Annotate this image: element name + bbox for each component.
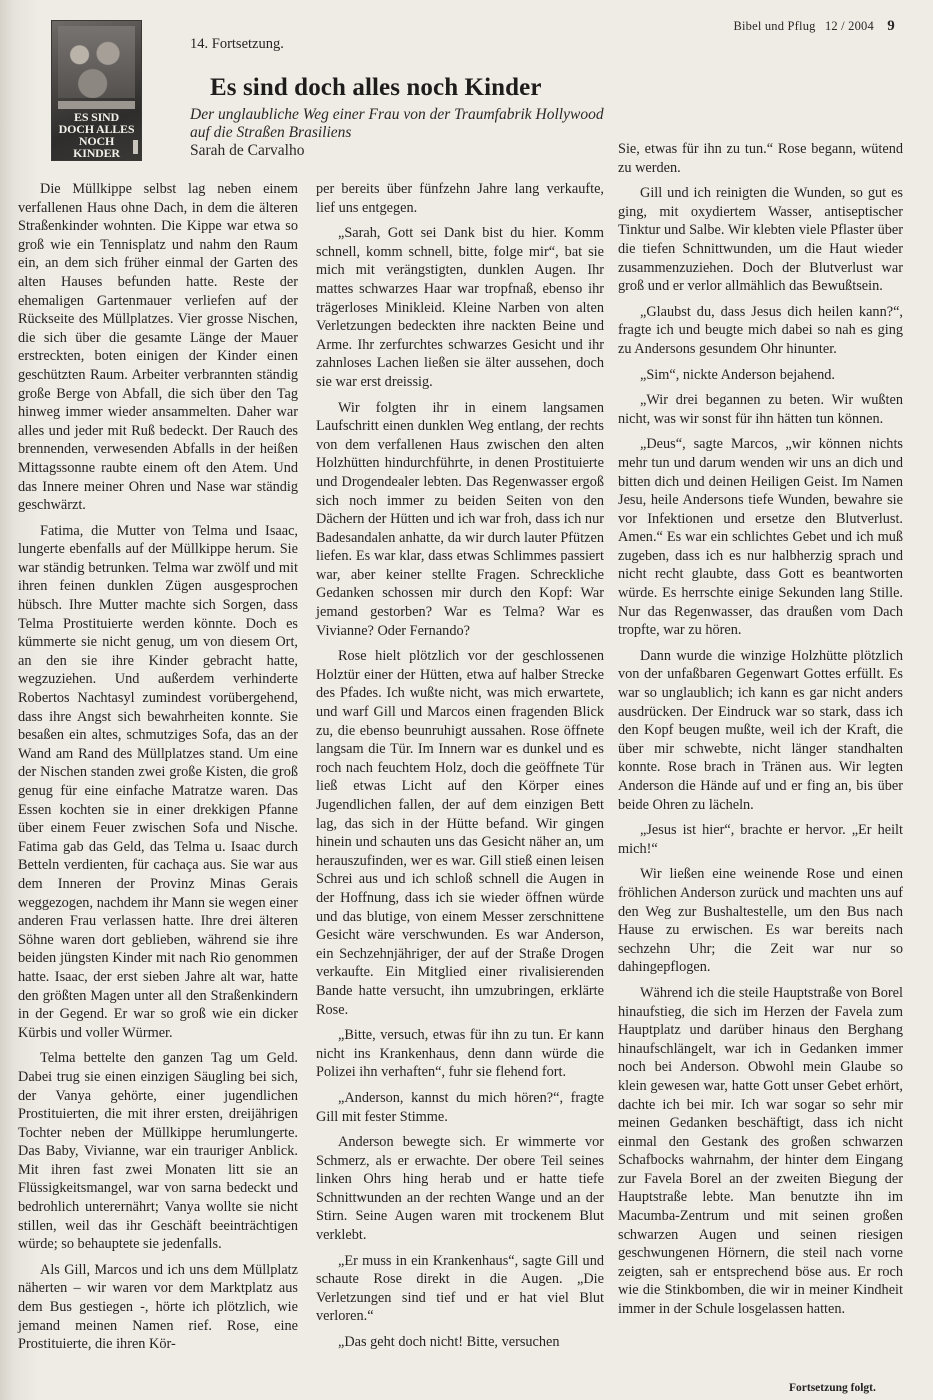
paragraph: „Bitte, versuch, etwas für ihn zu tun. Er kann nicht ins Krankenhaus, denn dann würde die Polizei ihn verhaften“, fuhr sie flehend fort.	[316, 1027, 604, 1081]
text-column-1	[18, 180, 298, 1361]
paragraph: Anderson bewegte sich. Er wimmerte vor Schmerz, als er erwachte. Der obere Teil seines linken Ohrs hing herab und er hatte tiefe Schnittwunden an der rechten Wange und an der Stirn. Seine Augen waren mit trockenem Blut verklebt.	[316, 1134, 604, 1244]
paragraph: per bereits über fünfzehn Jahre lang verkaufte, lief uns entgegen.	[316, 181, 604, 216]
paragraph: „Sarah, Gott sei Dank bist du hier. Komm schnell, komm schnell, bitte, folge mir“, bat sie mich mit verängstigten, dunklen Augen. Ihr mattes schwarzes Haar war tropfnaß, ebenso ihr trägerloses Minikleid. Kleine Narben von alten Verletzungen bedeckten ihre nackten Beine und Arme. Ihr zerfurchtes schwarzes Gesicht und ihr zahnloses Lachen ließen sie älter aussehen, doch sie war erst dreissig.	[316, 225, 604, 390]
paragraph: „Anderson, kannst du mich hören?“, fragte Gill mit fester Stimme.	[316, 1089, 604, 1125]
article-title: Es sind doch alles noch Kinder	[210, 74, 542, 101]
paragraph: „Wir drei begannen zu beten. Wir wußten nicht, was wir sonst für ihn hätten tun können.	[618, 392, 903, 427]
cover-photo	[58, 26, 135, 98]
cover-author-strip	[58, 101, 135, 109]
paragraph: Fatima, die Mutter von Telma und Isaac, lungerte ebenfalls auf der Müllkippe herum. Sie war ständig betrunken. Telma war zwölf und mit ihren feinen dunklen Zügen ausgesprochen hübsch. Ihre Mutter machte sich Sorgen, dass Telma Prostituierte werden könnte. Doch es kümmerte sie nicht genug, um von diesem Ort, an den sie ihre Kinder gebracht hatte, wegzuziehen. Und außerdem verhinderte Robertos Nachtasyl zumindest vorübergehend, dass ihre Angst sich bewahrheiten konnte. Sie besaßen ein altes, schmutziges Sofa, das an der Wand am Rand des Müllplatzes stand. Um eine der Nischen standen zwei große Kisten, die groß genug für eine einfache Matratze waren. Das Essen kochten sie in einer drekkigen Pfanne über einem Feuer zwischen Sofa und Nische. Fatima gab das Geld, das Telma u. Isaac durch Betteln verdienten, für cachaça aus. Sie war aus dem Inneren der Provinz Minas Gerais weggezogen, nachdem ihr Mann sie wegen einer anderen Frau verlassen hatte. Ihre drei älteren Söhne waren dort geblieben, während sie ihre beiden jüngsten Kinder mit nach Rio genommen hatte. Isaac, der erst sieben Jahre alt war, hatte den größten Magen unter all den Straßenkindern in der Gegend. Er war so groß wie ein dicker Kürbis und voller Würmer.	[18, 522, 298, 1041]
paragraph: Telma bettelte den ganzen Tag um Geld. Dabei trug sie einen einzigen Säugling bei sich, der Vanya gehörte, einer jugendlichen Prostituierten, die mit ihrer ersten, dreijährigen Tochter neben der Müllkippe herumlungerte. Das Baby, Vivianne, war ein trauriger Anblick. Mit ihren fast zwei Monaten litt sie an Flüssigkeitsmangel, war von sarna bedeckt und bedrohlich unterernährt; Vanya wollte sie nicht stillen, weil das ihr Geschäft beeinträchtigen würde; so behauptete sie jedenfalls.	[18, 1050, 298, 1253]
paragraph: Wir folgten ihr in einem langsamen Laufschritt einen dunklen Weg entlang, der rechts von dem verfallenen Haus zwischen den alten Holzhütten hindurchführte, in denen Prostituierte und Drogendealer lebten. Das Regenwasser ergoß sich noch immer zu beiden Seiten von den Dächern der Hütten und ich war froh, dass ich nur Badesandalen anhatte, da wir durch lauter Pfützen liefen. Es war klar, dass etwas Schlimmes passiert war, aber keiner stellte Fragen. Schreckliche Gedanken schossen mir durch den Kopf: War jemand gestorben? War es Telma? War es Vivianne? Oder Fernando?	[316, 399, 604, 639]
paragraph: Die Müllkippe selbst lag neben einem verfallenen Haus ohne Dach, in dem die älteren Straßenkinder wohnten. Die Kippe war etwa so groß wie ein Tennisplatz und nahm den Raum ein, an dem sich früher einmal der Garten des alten Hauses befunden hatte. Reste der ehemaligen Gartenmauer verliefen auf der Rückseite des Müllplatzes. Vier grosse Nischen, die sich über die gesamte Länge der Mauer erstreckten, boten einigen der Kinder einen geschützten Raum. Arbeiter verbrannten ständig große Berge von Abfall, die sich über den Tag hinweg immer wieder ansammelten. Daher war alles und jeder mit Ruß bedeckt. Der Rauch des brennenden, verwesenden Abfalls in der heißen Mittagssonne raubte einem oft den Atem. Und das Innere meiner Ohren und Nase war ständig geschwärzt.	[18, 181, 298, 514]
continuation-label: 14. Fortsetzung.	[190, 36, 284, 52]
issue-number: 12 / 2004	[824, 19, 874, 33]
cover-title: ES SIND DOCH ALLES NOCH KINDER	[58, 110, 135, 160]
text-column-3	[618, 140, 903, 1326]
running-header	[733, 18, 895, 35]
book-cover-image	[52, 21, 141, 160]
text-column-2	[316, 180, 604, 1359]
paragraph: „Sim“, nickte Anderson bejahend.	[640, 366, 835, 383]
article-author: Sarah de Carvalho	[190, 142, 305, 159]
paragraph: „Jesus ist hier“, brachte er hervor. „Er heilt mich!“	[618, 822, 903, 857]
paragraph: Während ich die steile Hauptstraße von Borel hinaufstieg, die sich im Herzen der Favela zum Hauptplatz und darüber hinaus den Berghang hinaufschlängelt, war ich in Gedanken immer noch bei Anderson. Obwohl mein Glaube so klein gewesen war, hatte Gott unser Gebet erhört, dachte ich bei mir. Ich war sogar so sehr mir meinen Gedanken beschäftigt, dass ich nicht einmal den Gestank des großen schwarzen Schafbocks wahrnahm, der hinter dem Eingang zur Favela Borel an der zweiten Biegung der Hauptstraße lebte. Man benutzte ihn im Macumba-Zentrum und mit seinen großen schwarzen Augen und seinen riesigen geschwungenen Hörnern, die steil nach vorne zeigten, sah er entsprechend böse aus. Er roch wie die Stinkbomben, die wir in meiner Kindheit immer in der Schule losgelassen hatten.	[618, 984, 903, 1318]
paragraph: Dann wurde die winzige Holzhütte plötzlich von der unfaßbaren Gegenwart Gottes erfüllt. Es war so unglaublich; ich kann es gar nicht anders ausdrücken. Der Eindruck war so stark, dass ich den Kopf beugen mußte, weil ich der Kraft, die über mir schwebte, nicht länger standhalten konnte. Rose brach in Tränen aus. Wir legten Anderson die Hände auf und er fing an, bis über beide Ohren zu lächeln.	[618, 647, 903, 813]
paragraph: „Das geht doch nicht! Bitte, versuchen	[338, 1334, 560, 1351]
paragraph: Als Gill, Marcos und ich uns dem Müllplatz näherten – wir waren vor dem Marktplatz aus dem Bus gestiegen -, hörte ich plötzlich, wie jemand meinen Namen rief. Rose, eine Prostituierte, die ihren Kör-	[18, 1261, 298, 1353]
paragraph: Rose hielt plötzlich vor der geschlossenen Holztür einer der Hütten, etwa auf halber Strecke des Pfades. Ich wußte nicht, was mich erwartete, und warf Gill und Marcos einen fragenden Blick zu, die ebenso beunruhigt aussahen. Rose öffnete langsam die Tür. Im Innern war es dunkel und es roch nach feuchtem Holz, doch die geöffnete Tür ließ etwas Licht auf den Körper eines Jugendlichen fallen, der auf dem einzigen Bett lag, das sich in der Hütte befand. Wir gingen hinein und schauten uns das Gesicht näher an, um herauszufinden, wer es war. Gill stieß einen leisen Schrei aus und ich schloß schnell die Augen in der Hoffnung, dass ich sie wieder öffnen würde und das blutige, von einem Messer zerschnittene Gesicht wäre verschwunden. Es war Anderson, ein Sechzehnjähriger, der auf der Straße Drogen verkaufte. Ein Mitglied einer rivalisierenden Bande hatte versucht, ihn umzubringen, erklärte Rose.	[316, 648, 604, 1018]
continuation-note: Fortsetzung folgt.	[789, 1382, 876, 1394]
paragraph: „Er muss in ein Krankenhaus“, sagte Gill und schaute Rose direkt in die Augen. „Die Verletzungen sind tief und er hat viel Blut verloren.“	[316, 1252, 604, 1325]
paragraph: „Glaubst du, dass Jesus dich heilen kann?“, fragte ich und beugte mich dabei so nah es ging zu Andersons gesundem Ohr hinunter.	[618, 303, 903, 357]
page-number: 9	[887, 18, 895, 34]
paragraph: Sie, etwas für ihn zu tun.“ Rose begann, wütend zu werden.	[618, 141, 903, 176]
paragraph: „Deus“, sagte Marcos, „wir können nichts mehr tun und darum wenden wir uns an dich und bitten dich und deinen Heiligen Geist. Im Namen Jesu, heile Andersons tiefe Wunden, bewahre sie vor Infektionen und ersetze den Blutverlust. Amen.“ Es war ein schlichtes Gebet und ich muß zugeben, dass ich es nur halbherzig sprach und nicht recht glaubte, dass Gott es beantworten würde. Es herrschte einige Sekunden lang Stille. Nur das Regenwasser, das draußen vom Dach tropfte, war zu hören.	[618, 436, 903, 639]
paragraph: Wir ließen eine weinende Rose und einen fröhlichen Anderson zurück und machten uns auf den Weg zur Bushaltestelle, um den Bus nach Hause zu erwischen. Es war bereits nach sechzehn Uhr; die Zeit war nur so dahingepflogen.	[618, 866, 903, 976]
cover-publisher-mark	[133, 140, 138, 154]
publication-name: Bibel und Pflug	[733, 19, 816, 33]
article-subtitle: Der unglaubliche Weg einer Frau von der Traumfabrik Hollywood auf die Straßen Brasiliens	[190, 106, 604, 141]
paragraph: Gill und ich reinigten die Wunden, so gut es ging, mit oxydiertem Wasser, antiseptischer Tinktur und Salbe. Wir klebten viele Pflaster über die tiefen Schnittwunden, um die Haut wieder zusammenzuziehen. Doch der Blutverlust war groß und er verlor allmählich das Bewußtsein.	[618, 185, 903, 295]
